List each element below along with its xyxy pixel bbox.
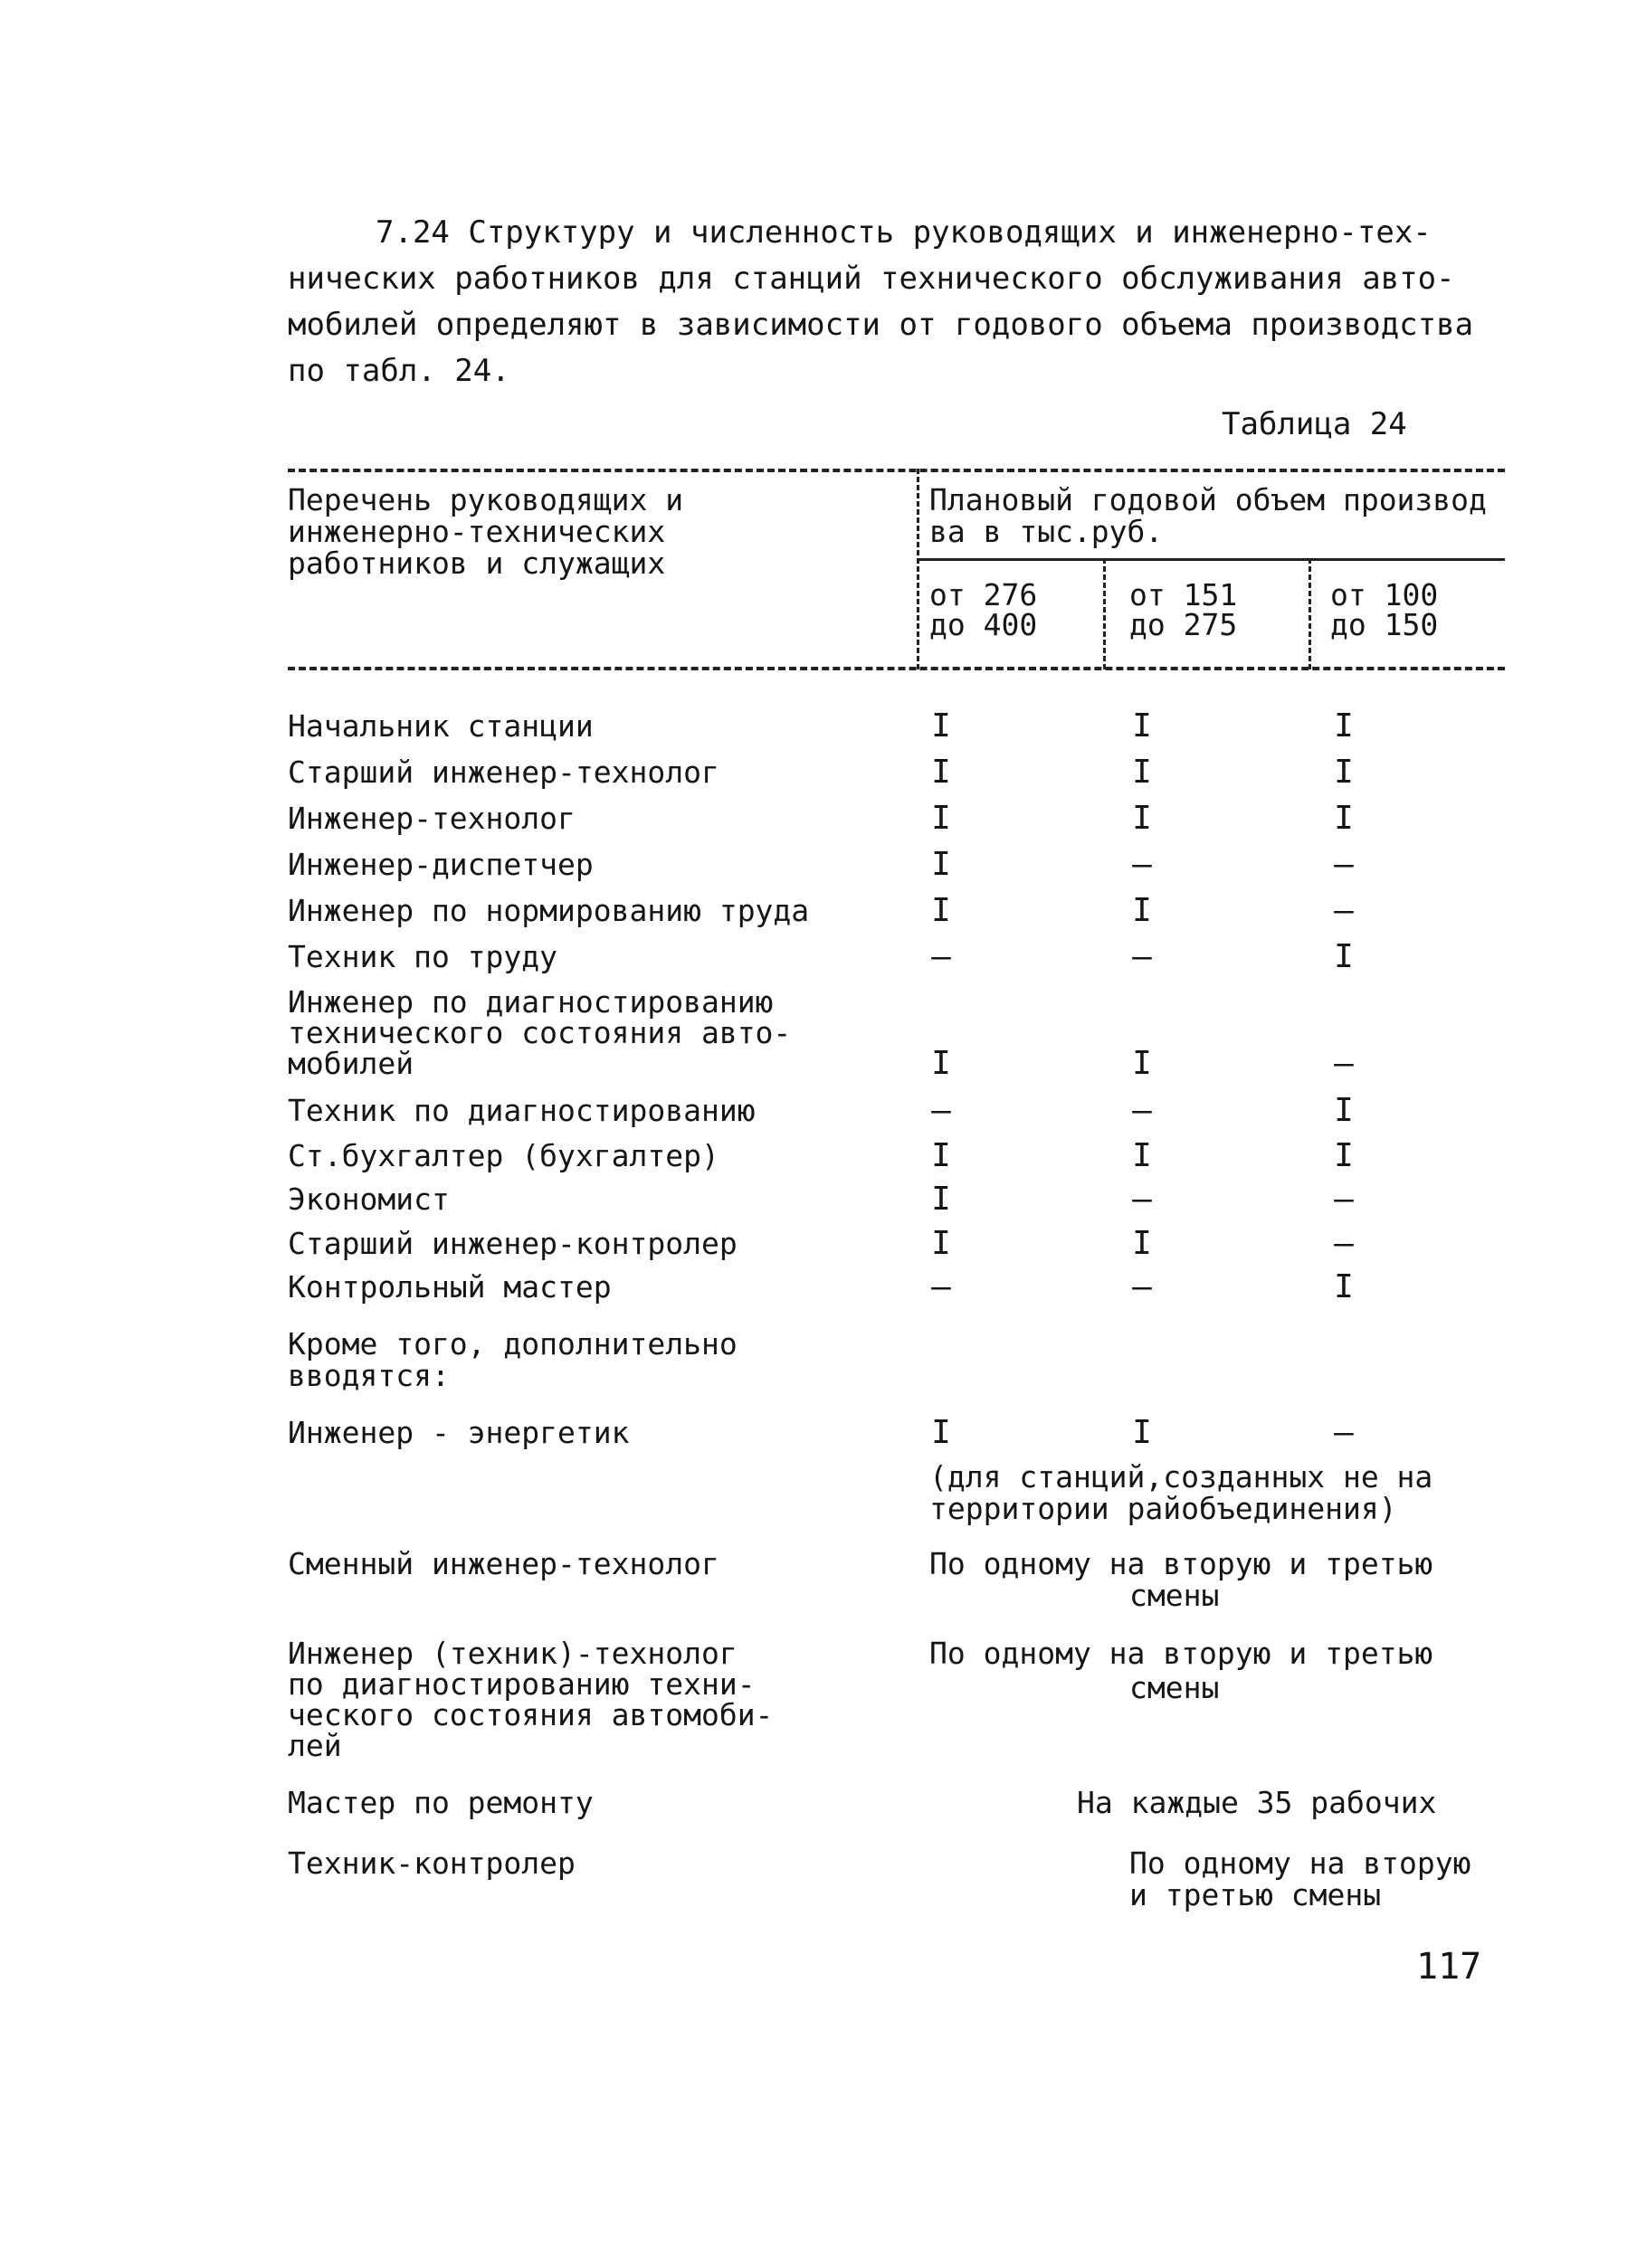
table-divider bbox=[917, 469, 919, 669]
header-text: инженерно-технических bbox=[288, 514, 666, 549]
header-text: от 100 bbox=[1330, 577, 1439, 612]
additional-text: Кроме того, дополнительно bbox=[288, 1326, 738, 1362]
row-value: – bbox=[1334, 1414, 1354, 1451]
row-name: Мастер по ремонту bbox=[288, 1785, 594, 1820]
row-value: I bbox=[1334, 707, 1354, 745]
row-value: I bbox=[1334, 754, 1354, 791]
row-value: – bbox=[1132, 938, 1152, 975]
row-name: технического состояния авто- bbox=[288, 1015, 792, 1050]
row-note: территории райобъединения) bbox=[929, 1491, 1397, 1526]
row-note: По одному на вторую и третью bbox=[929, 1546, 1433, 1581]
row-value: I bbox=[1334, 1268, 1354, 1305]
row-note: По одному на вторую bbox=[1129, 1846, 1471, 1881]
row-value: I bbox=[931, 1414, 951, 1451]
row-value: I bbox=[1132, 892, 1152, 929]
row-value: I bbox=[931, 800, 951, 837]
row-name: Техник-контролер bbox=[288, 1846, 576, 1881]
row-name: Техник по диагностированию bbox=[288, 1093, 756, 1128]
header-text: до 275 bbox=[1129, 607, 1238, 642]
row-name: Инженер-технолог bbox=[288, 801, 576, 836]
row-value: – bbox=[1334, 1181, 1354, 1218]
page-number: 117 bbox=[1416, 1946, 1482, 1988]
row-name: Инженер-диспетчер bbox=[288, 847, 594, 882]
row-value: I bbox=[1334, 1092, 1354, 1129]
table-divider bbox=[1309, 558, 1311, 669]
row-name: Экономист bbox=[288, 1181, 450, 1217]
row-name: Инженер (техник)-технолог bbox=[288, 1636, 738, 1671]
row-value: I bbox=[1132, 800, 1152, 837]
row-value: I bbox=[1334, 1137, 1354, 1174]
header-text: работников и служащих bbox=[288, 546, 666, 581]
row-value: I bbox=[931, 754, 951, 791]
table-top-rule bbox=[288, 469, 1505, 472]
row-value: I bbox=[1132, 1137, 1152, 1174]
paragraph-line: нических работников для станций технического обслуживания авто- bbox=[288, 261, 1455, 297]
header-text: до 150 bbox=[1330, 607, 1439, 642]
row-value: – bbox=[1132, 1268, 1152, 1305]
row-value: I bbox=[931, 1045, 951, 1082]
row-value: – bbox=[1334, 846, 1354, 883]
row-value: – bbox=[931, 938, 951, 975]
row-value: I bbox=[931, 707, 951, 745]
row-value: I bbox=[1334, 800, 1354, 837]
header-text: Перечень руководящих и bbox=[288, 482, 684, 517]
header-text: от 276 bbox=[929, 577, 1038, 612]
row-note: По одному на вторую и третью bbox=[929, 1636, 1433, 1671]
row-value: I bbox=[931, 1181, 951, 1218]
row-value: – bbox=[1334, 1225, 1354, 1262]
row-value: I bbox=[931, 846, 951, 883]
row-value: – bbox=[1132, 1181, 1152, 1218]
row-note: и третью смены bbox=[1129, 1877, 1382, 1912]
row-value: I bbox=[931, 1225, 951, 1262]
row-value: – bbox=[931, 1268, 951, 1305]
table-divider bbox=[1103, 558, 1106, 669]
row-value: I bbox=[1132, 1225, 1152, 1262]
paragraph-line: 7.24 Структуру и численность руководящих и инженерно-тех- bbox=[376, 214, 1432, 251]
additional-text: вводятся: bbox=[288, 1358, 450, 1393]
row-note: На каждые 35 рабочих bbox=[1077, 1785, 1437, 1820]
row-value: – bbox=[1334, 892, 1354, 929]
row-name: мобилей bbox=[288, 1046, 414, 1081]
header-text: ва в тыс.руб. bbox=[929, 514, 1164, 549]
row-name: Старший инженер-контролер bbox=[288, 1226, 738, 1261]
row-name: Старший инженер-технолог bbox=[288, 754, 719, 790]
row-value: I bbox=[1334, 938, 1354, 975]
row-name: Инженер по диагностированию bbox=[288, 984, 774, 1020]
row-value: – bbox=[1132, 846, 1152, 883]
row-value: I bbox=[931, 1137, 951, 1174]
row-name: по диагностированию техни- bbox=[288, 1666, 756, 1702]
row-value: – bbox=[1334, 1045, 1354, 1082]
table-subheader-rule bbox=[917, 558, 1505, 561]
row-name: Начальник станции bbox=[288, 708, 594, 744]
row-value: I bbox=[1132, 1045, 1152, 1082]
table-header-bottom-rule bbox=[288, 667, 1505, 670]
header-text: Плановый годовой объем производ bbox=[929, 482, 1487, 517]
table-caption: Таблица 24 bbox=[1222, 406, 1407, 442]
row-note: смены bbox=[1129, 1578, 1220, 1613]
row-value: I bbox=[1132, 1414, 1152, 1451]
row-note: (для станций,созданных не на bbox=[929, 1459, 1433, 1495]
row-name: ческого состояния автомоби- bbox=[288, 1697, 774, 1732]
row-value: – bbox=[931, 1092, 951, 1129]
paragraph-line: мобилей определяют в зависимости от годового объема производства bbox=[288, 307, 1474, 343]
paragraph-line: по табл. 24. bbox=[288, 353, 510, 389]
row-value: – bbox=[1132, 1092, 1152, 1129]
row-value: I bbox=[1132, 707, 1152, 745]
row-name: Ст.бухгалтер (бухгалтер) bbox=[288, 1138, 719, 1173]
row-name: Сменный инженер-технолог bbox=[288, 1546, 719, 1581]
row-value: I bbox=[931, 892, 951, 929]
row-name: Инженер - энергетик bbox=[288, 1415, 630, 1450]
row-note: смены bbox=[1129, 1670, 1220, 1705]
row-name: лей bbox=[288, 1728, 342, 1763]
row-value: I bbox=[1132, 754, 1152, 791]
header-text: до 400 bbox=[929, 607, 1038, 642]
row-name: Инженер по нормированию труда bbox=[288, 893, 810, 928]
header-text: от 151 bbox=[1129, 577, 1238, 612]
row-name: Контрольный мастер bbox=[288, 1269, 612, 1305]
row-name: Техник по труду bbox=[288, 939, 558, 974]
